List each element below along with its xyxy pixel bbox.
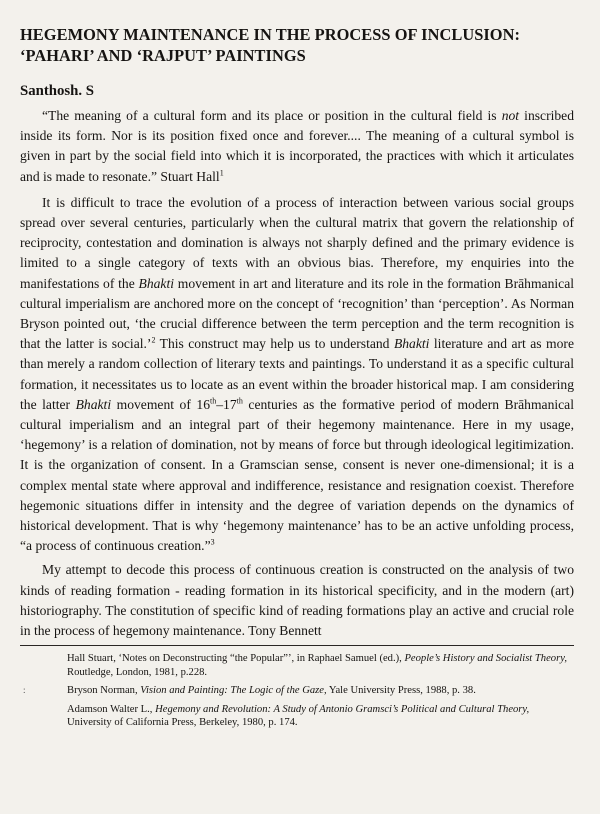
author-name: Santhosh. S bbox=[20, 83, 95, 99]
footnote-item: : Bryson Norman, Vision and Painting: The Logic of the Gaze, Yale University Press, 1988, p. 38. bbox=[23, 685, 476, 697]
paragraph-2: My attempt to decode this process of continuous creation is constructed on the analysis of two kinds of reading formation - reading formation in its historical specificity, and in the modern (art) historiography. The constitution of specific kind of reading formations play an active and crucial role in the process of hegemony maintenance. Tony Bennett bbox=[20, 562, 574, 639]
footnote-ref-2: 2 bbox=[151, 335, 156, 345]
title-line-2: ‘PAHARI’ AND ‘RAJPUT’ PAINTINGS bbox=[20, 46, 306, 65]
paragraph-1: It is difficult to trace the evolution of a process of interaction between various social groups spread over several centuries, particularly when the cultural matrix that govern the relationship of reciprocity, contestation and domination is always not sharply defined and the primary evidence is limited to a single category of texts with an obvious bias. Therefore, my enquiries into the manifestations of the Bhakti movement in art and literature and its role in the formation Brāhmanical cultural imperialism are anchored more on the concept of ‘recognition’ than ‘perception’. As Norman Bryson pointed out, ‘the crucial difference between the term perception and the term recognition is that the latter is social.’$^2$ This construct may help us to understand Bhakti literature and art as more than merely a random collection of literary texts and paintings. To understand it as a specific cultural formation, it necessitates us to locate as an event within the broader historical map. I am considering the latter Bhakti movement of 16th–17th centuries as the formative period of modern Brāhmanical cultural imperialism and an integral part of their hegemony maintenance. Here in my usage, ‘hegemony’ is a relation of domination, not by means of force but through ideological legitimization. It is the organization of consent. In a Gramscian sense, consent is never one-dimensional; it is a complex mental state where approval and indifference, resistance and resignation coexist. Therefore hegemonic situations differ in intensity and the degree of variation depends on the dynamics of historical development. That is why ‘hegemony maintenance’ has to be an active unfolding process, “a process of continuous creation.”$^3$ bbox=[20, 194, 575, 554]
footnote-ref-1: 1 bbox=[219, 168, 224, 178]
footnote-divider bbox=[20, 645, 574, 646]
epigraph-quote: “The meaning of a cultural form and its place or position in the cultural field is not inscribed inside its form. Nor is its position fixed once and forever.... The meaning of a cultural symbol is given in part by the social field into which it is incorporated, the practices with which it articulates and is made to resonate.” Stuart Hall$^1$ bbox=[20, 108, 574, 184]
footnote-item: Adamson Walter L., Hegemony and Revolution: A Study of Antonio Gramsci’s Political and Cultural Theory, University of California Press, Berkeley, 1980, p. 174. bbox=[67, 703, 530, 729]
footnote-ref-3: 3 bbox=[210, 537, 215, 547]
article-body bbox=[20, 106, 574, 641]
footnotes bbox=[20, 652, 574, 730]
article-title bbox=[20, 24, 574, 66]
title-line-1: HEGEMONY MAINTENANCE IN THE PROCESS OF INCLUSION: bbox=[20, 25, 520, 44]
footnote-item: Hall Stuart, ‘Notes on Deconstructing “the Popular”’, in Raphael Samuel (ed.), People’s History and Socialist Theory, Routledge, London, 1981, p.228. bbox=[67, 653, 567, 678]
